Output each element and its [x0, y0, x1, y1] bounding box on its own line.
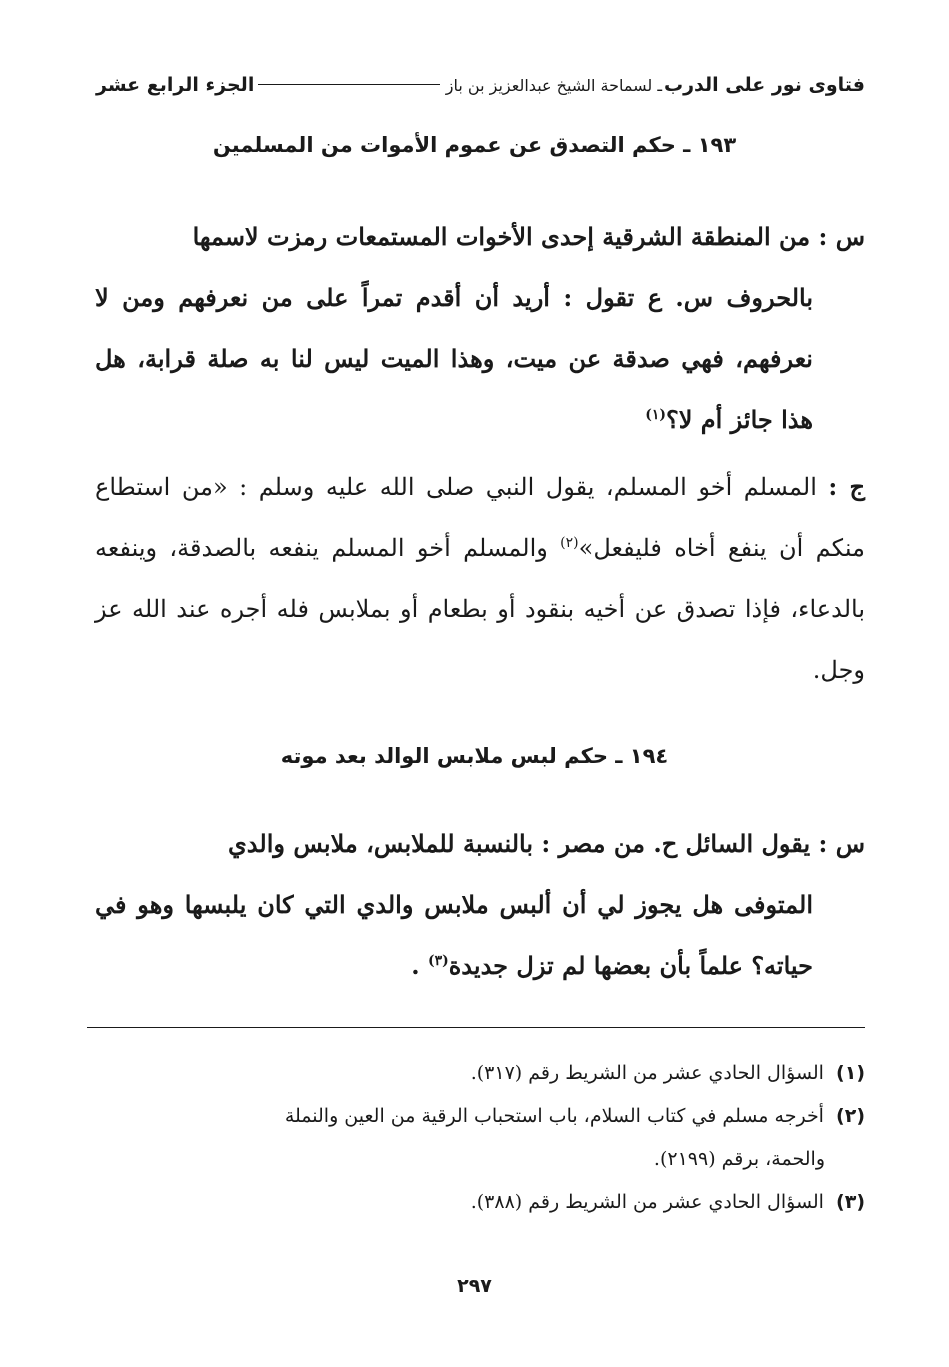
book-title: فتاوى نور على الدرب — [664, 74, 865, 96]
running-header — [96, 74, 865, 96]
footnote-2-continuation: والحمة، برقم (٢١٩٩). — [653, 1148, 825, 1170]
question-194-line1-text: يقول السائل ح. من مصر : بالنسبة للملابس، ملابس والدي — [228, 829, 811, 858]
footnote-number: (١) — [836, 1062, 865, 1084]
question-193-line1-text: من المنطقة الشرقية إحدى الأخوات المستمعات رمزت لاسمها — [192, 222, 811, 251]
question-194-end: . — [411, 951, 428, 980]
answer-193-text-part2: والمسلم أخو المسلم ينفعه بالصدقة، وينفعه بالدعاء، فإذا تصدق عن أخيه بنقود أو بطعام أو بملابس فله أجره عند الله عز وجل. — [95, 534, 865, 684]
footnote-ref-2[interactable]: (٢) — [560, 535, 579, 551]
question-194-continuation — [95, 874, 865, 996]
question-193-first-line — [95, 206, 865, 267]
answer-label: ج : — [828, 472, 865, 501]
footnote-text: أخرجه مسلم في كتاب السلام، باب استحباب الرقية من العين والنملة — [284, 1105, 824, 1127]
footnote-2 — [87, 1095, 865, 1138]
footnote-ref-3[interactable]: (٣) — [427, 953, 449, 969]
question-193-continuation — [95, 267, 865, 450]
footnote-ref-1[interactable]: (١) — [645, 407, 666, 423]
header-rule — [258, 84, 439, 85]
question-194-rest-text: المتوفى هل يجوز لي أن ألبس ملابس والدي التي كان يلبسها وهو في حياته؟ علماً بأن بعضها لم تزل جديدة — [95, 890, 813, 980]
footnote-3 — [87, 1181, 865, 1224]
page-number: ٢٩٧ — [457, 1275, 492, 1297]
footnote-text: السؤال الحادي عشر من الشريط رقم (٣١٧). — [470, 1062, 824, 1084]
question-194 — [95, 813, 865, 996]
question-193-rest-text: بالحروف س. ع تقول : أريد أن أقدم تمراً على من نعرفهم ومن لا نعرفهم، فهي صدقة عن ميت، وهذا الميت ليس لنا به صلة قرابة، هل هذا جائز أم لا؟ — [95, 283, 813, 434]
question-194-first-line — [95, 813, 865, 874]
footnotes — [87, 1052, 865, 1224]
footnote-separator — [87, 1027, 865, 1028]
question-label: س : — [818, 829, 865, 858]
answer-193-text-part1: المسلم أخو المسلم، يقول النبي صلى الله عليه وسلم : «من استطاع منكم أن ينفع أخاه فليفعل» — [95, 473, 865, 562]
question-label: س : — [818, 222, 865, 251]
author-line: ـ لسماحة الشيخ عبدالعزيز بن باز — [445, 76, 662, 95]
footnote-number: (٢) — [836, 1105, 865, 1127]
section-title-194: ١٩٤ ـ حكم لبس ملابس الوالد بعد موته — [280, 744, 669, 768]
footnote-number: (٣) — [836, 1191, 865, 1213]
question-193 — [95, 206, 865, 450]
section-title-193: ١٩٣ ـ حكم التصدق عن عموم الأموات من المسلمين — [212, 133, 737, 157]
footnote-text: السؤال الحادي عشر من الشريط رقم (٣٨٨). — [470, 1191, 824, 1213]
footnote-1 — [87, 1052, 865, 1095]
answer-193 — [95, 456, 865, 701]
volume-part: الجزء الرابع عشر — [96, 74, 255, 96]
